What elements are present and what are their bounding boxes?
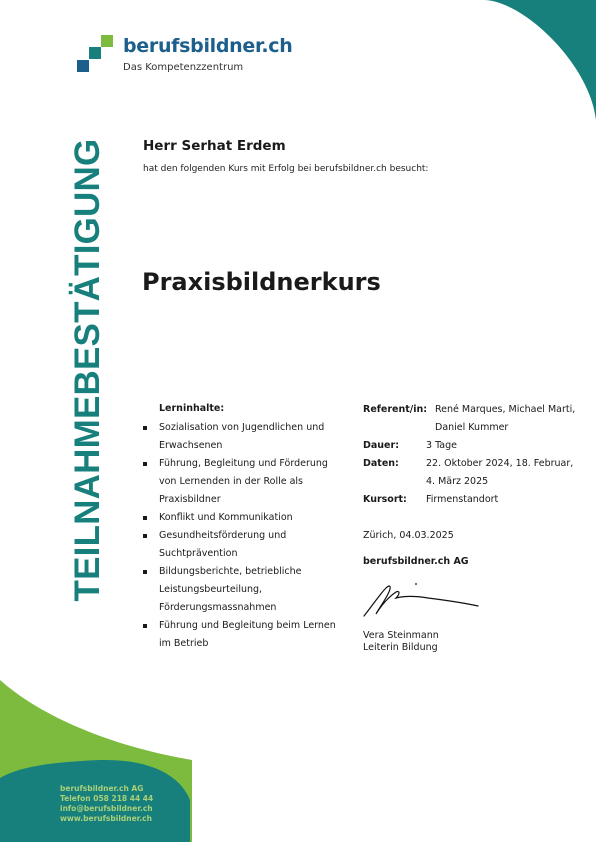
course-details — [363, 401, 585, 509]
document-title: TEILNAHMEBESTÄTIGUNG — [68, 138, 107, 602]
dates-label: Daten: — [363, 458, 399, 469]
duration-label: Dauer: — [363, 440, 399, 451]
place-date: Zürich, 04.03.2025 — [363, 530, 454, 541]
content-list — [143, 419, 343, 653]
signature — [360, 578, 482, 620]
recipient-name: Herr Serhat Erdem — [143, 138, 286, 154]
footer-contact — [60, 784, 153, 824]
detail-row-dates — [363, 455, 585, 491]
footer-email: info@berufsbildner.ch — [60, 804, 153, 813]
list-item: Bildungsberichte, betriebliche Leistungsbeurteilung, Förderungsmassnahmen — [143, 563, 343, 617]
location-value: Firmenstandort — [426, 494, 499, 505]
location-label: Kursort: — [363, 494, 407, 505]
course-title: Praxisbildnerkurs — [142, 268, 381, 296]
footer-company: berufsbildner.ch AG — [60, 784, 144, 793]
organization-name: berufsbildner.ch AG — [363, 556, 469, 567]
logo-square-blue — [77, 60, 89, 72]
signatory — [363, 630, 439, 654]
logo-mark — [77, 35, 113, 72]
brand-tagline: Das Kompetenzzentrum — [123, 62, 244, 73]
brand-name: berufsbildner.ch — [123, 35, 293, 57]
signatory-role: Leiterin Bildung — [363, 642, 438, 653]
corner-arc-top-right — [485, 0, 596, 120]
logo-square-green — [101, 35, 113, 47]
logo-square-teal — [89, 47, 101, 59]
footer-website: www.berufsbildner.ch — [60, 814, 152, 823]
content-heading: Lerninhalte: — [159, 403, 225, 414]
detail-row-location — [363, 491, 585, 509]
list-item: Gesundheitsförderung und Suchtprävention — [143, 527, 343, 563]
list-item: Konflikt und Kommunikation — [143, 509, 343, 527]
list-item: Führung und Begleitung beim Lernen im Betrieb — [143, 617, 343, 653]
duration-value: 3 Tage — [426, 440, 457, 451]
dates-value: 22. Oktober 2024, 18. Februar, 4. März 2025 — [426, 458, 574, 487]
list-item: Sozialisation von Jugendlichen und Erwachsenen — [143, 419, 343, 455]
referent-label: Referent/in: — [363, 404, 428, 415]
signatory-name: Vera Steinmann — [363, 630, 439, 641]
footer-phone: Telefon 058 218 44 44 — [60, 794, 154, 803]
detail-row-duration — [363, 437, 585, 455]
detail-row-referent — [363, 401, 585, 437]
referent-value: René Marques, Michael Marti, Daniel Kummer — [435, 404, 576, 433]
intro-text: hat den folgenden Kurs mit Erfolg bei berufsbildner.ch besucht: — [143, 164, 429, 174]
list-item: Führung, Begleitung und Förderung von Lernenden in der Rolle als Praxisbildner — [143, 455, 343, 509]
